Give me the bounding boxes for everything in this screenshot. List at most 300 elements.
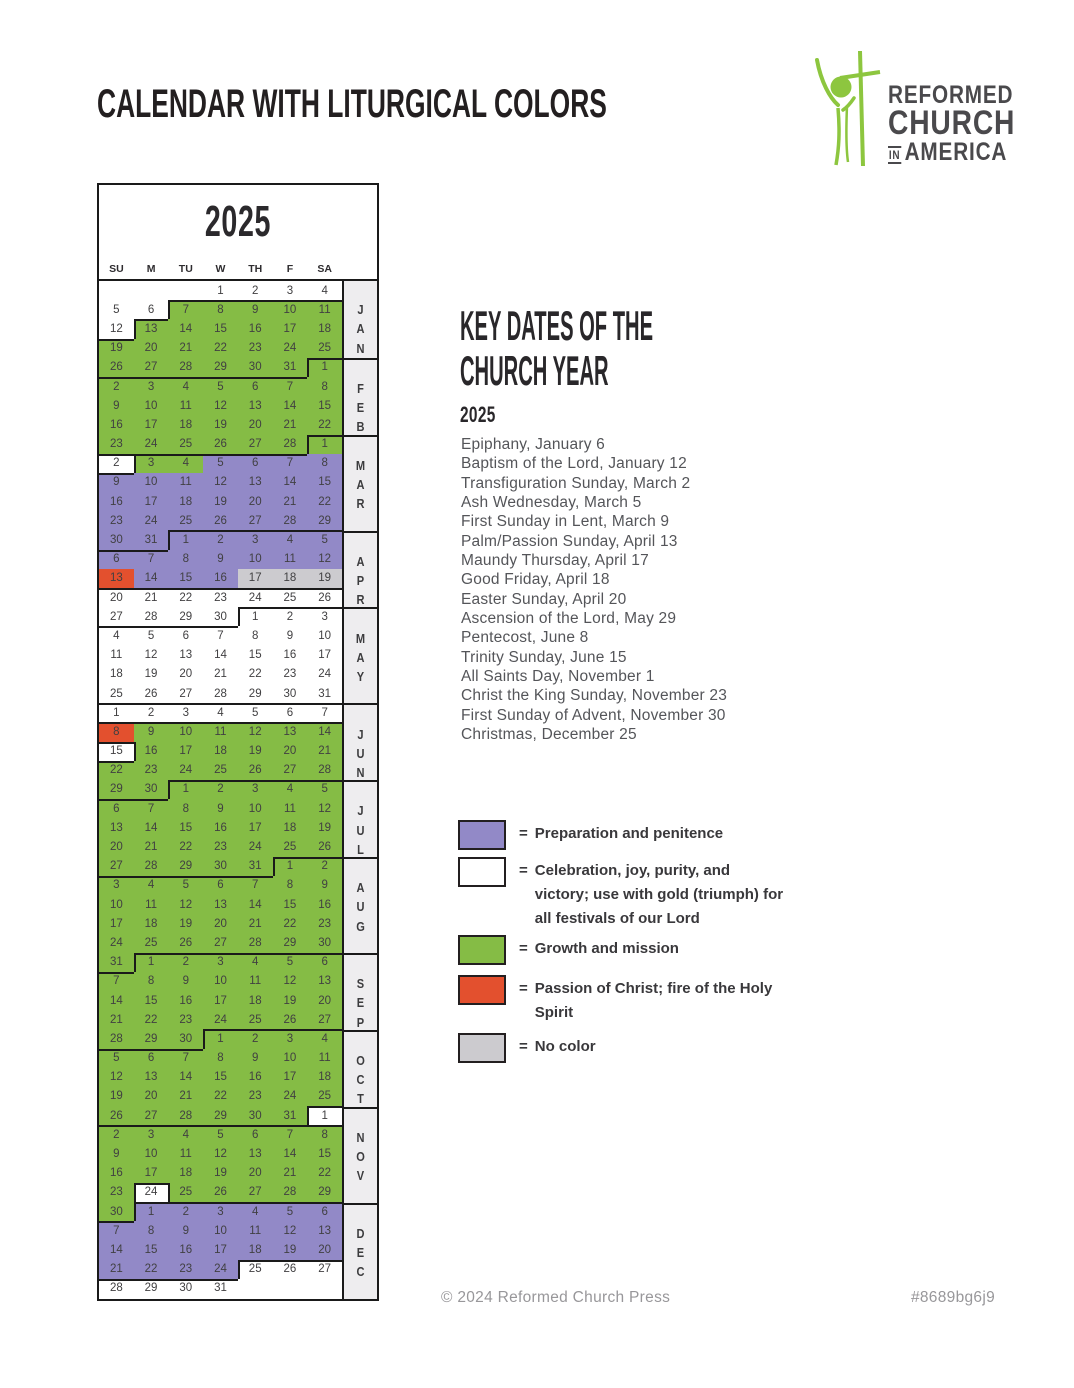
- month-strip: [342, 281, 377, 1299]
- equals-sign: =: [519, 1038, 528, 1055]
- day-cell: 9: [238, 1049, 273, 1068]
- day-cell: 3: [307, 607, 342, 626]
- month-boundary-line: [307, 435, 309, 454]
- month-label-letter: R: [356, 592, 365, 608]
- month-boundary-line: [168, 1183, 170, 1202]
- month-strip-section-feb: [344, 358, 377, 435]
- month-boundary-line: [99, 339, 134, 341]
- day-cell: 2: [307, 857, 342, 876]
- day-cell: 28: [273, 435, 308, 454]
- month-boundary-line: [134, 953, 136, 972]
- logo-line-in-america: [888, 139, 1015, 166]
- month-boundary-line: [238, 722, 273, 724]
- month-label-letter: E: [356, 995, 365, 1011]
- month-boundary-line: [238, 1029, 273, 1031]
- day-cell: 8: [307, 377, 342, 396]
- month-strip-section-sep: [344, 953, 377, 1030]
- day-cell: 13: [134, 1068, 169, 1087]
- day-cell: 2: [99, 377, 134, 396]
- day-cell: 19: [99, 1087, 134, 1106]
- day-header-sa: SA: [317, 263, 332, 275]
- day-cell: 8: [134, 1221, 169, 1240]
- day-cell: 23: [238, 1087, 273, 1106]
- day-cell: 10: [203, 1221, 238, 1240]
- month-boundary-line: [273, 953, 308, 955]
- day-cell: 6: [99, 550, 134, 569]
- month-boundary-line: [168, 1049, 203, 1051]
- month-boundary-line: [168, 876, 203, 878]
- day-cell: 5: [203, 454, 238, 473]
- month-boundary-line: [273, 588, 308, 590]
- key-dates-list: [461, 435, 727, 745]
- month-label-jun: [344, 725, 377, 783]
- day-cell: 30: [99, 1202, 134, 1221]
- month-boundary-line: [134, 1279, 169, 1281]
- month-label-letter: S: [356, 976, 365, 992]
- equals-sign: =: [519, 980, 528, 997]
- day-cell: 26: [203, 511, 238, 530]
- month-label-letter: A: [356, 321, 365, 337]
- day-cell: 24: [168, 761, 203, 780]
- day-cell: 9: [168, 1221, 203, 1240]
- day-cell: 26: [203, 1183, 238, 1202]
- day-cell: 30: [238, 358, 273, 377]
- month-strip-section-dec: [344, 1203, 377, 1299]
- day-cell: 25: [109, 687, 123, 700]
- month-boundary-line: [134, 1183, 169, 1185]
- day-cell: 3: [238, 530, 273, 549]
- day-cell: 22: [99, 761, 134, 780]
- day-cell: 14: [134, 818, 169, 837]
- day-cell: 26: [273, 1010, 308, 1029]
- legend-swatch-r: [458, 975, 506, 1005]
- day-cell: 22: [168, 837, 203, 856]
- month-boundary-line: [203, 953, 238, 955]
- day-cell: 27: [238, 511, 273, 530]
- day-cell: 31: [99, 953, 134, 972]
- month-boundary-line: [168, 300, 203, 302]
- day-cell: 2: [252, 284, 259, 297]
- day-cell: 13: [99, 569, 134, 588]
- month-boundary-line: [307, 1202, 342, 1204]
- legend-label: [519, 937, 785, 961]
- month-boundary-line: [168, 300, 170, 319]
- legend-text: Passion of Christ; fire of the Holy Spirit: [534, 980, 773, 1021]
- day-cell: 20: [238, 492, 273, 511]
- calendar-day-headers: [99, 259, 377, 281]
- month-boundary-line: [238, 1260, 240, 1279]
- day-cell: 12: [203, 396, 238, 415]
- day-cell: 28: [273, 1183, 308, 1202]
- day-cell: 29: [134, 1279, 169, 1298]
- day-cell: 18: [238, 1240, 273, 1259]
- day-cell: 3: [238, 780, 273, 799]
- day-cell: 11: [273, 799, 308, 818]
- day-cell: 12: [203, 1144, 238, 1163]
- day-cell: 29: [203, 1106, 238, 1125]
- day-cell: 8: [307, 454, 342, 473]
- day-cell: 19: [99, 339, 134, 358]
- day-cell: 28: [238, 933, 273, 952]
- day-cell: 9: [99, 473, 134, 492]
- day-cell: 18: [109, 668, 123, 681]
- month-label-letter: L: [357, 841, 364, 857]
- logo-line-church: CHURCH: [888, 104, 1016, 142]
- legend-text: Growth and mission: [534, 940, 679, 957]
- month-boundary-line: [168, 1202, 203, 1204]
- day-cell: 3: [203, 953, 238, 972]
- key-date-item: Maundy Thursday, April 17: [461, 552, 649, 570]
- legend-swatch-p: [458, 820, 506, 850]
- day-cell: 21: [273, 415, 308, 434]
- day-cell: 7: [307, 703, 342, 722]
- day-cell: 30: [203, 857, 238, 876]
- month-label-letter: A: [356, 553, 365, 569]
- day-cell: 16: [99, 1164, 134, 1183]
- key-dates-heading-line1: KEY DATES OF THE: [460, 302, 654, 349]
- month-boundary-line: [273, 780, 308, 782]
- day-cell: 5: [168, 876, 203, 895]
- month-boundary-line: [99, 742, 134, 744]
- day-cell: 23: [99, 435, 134, 454]
- day-cell: 27: [179, 687, 193, 700]
- day-cell: 2: [99, 454, 134, 473]
- day-cell: 24: [134, 1183, 169, 1202]
- key-date-item: Easter Sunday, April 20: [461, 590, 627, 608]
- month-boundary-line: [273, 1125, 308, 1127]
- day-cell: 4: [307, 1029, 342, 1048]
- day-cell: 9: [99, 396, 134, 415]
- month-strip-section-mar: [344, 435, 377, 531]
- key-date-item: Christmas, December 25: [461, 726, 637, 744]
- day-cell: 22: [168, 588, 203, 607]
- day-cell: 18: [273, 818, 308, 837]
- day-cell: 5: [307, 780, 342, 799]
- day-cell: 3: [168, 703, 203, 722]
- day-cell: 17: [134, 415, 169, 434]
- month-label-letter: C: [356, 1072, 365, 1088]
- day-cell: 23: [99, 1183, 134, 1202]
- day-cell: 15: [307, 396, 342, 415]
- calendar-year: 2025: [204, 197, 272, 246]
- rca-logo-text: [888, 83, 1041, 166]
- day-cell: 26: [273, 1260, 308, 1279]
- day-cell: 15: [307, 473, 342, 492]
- day-header-m: M: [146, 263, 156, 275]
- day-cell: 5: [238, 703, 273, 722]
- day-cell: 4: [168, 377, 203, 396]
- legend-label: [519, 822, 785, 846]
- day-cell: 3: [134, 454, 169, 473]
- day-cell: 27: [273, 761, 308, 780]
- day-cell: 25: [273, 588, 308, 607]
- day-cell: 14: [307, 722, 342, 741]
- day-cell: 20: [238, 1164, 273, 1183]
- day-cell: 4: [99, 626, 134, 645]
- month-boundary-line: [134, 626, 169, 628]
- day-cell: 25: [273, 837, 308, 856]
- month-boundary-line: [134, 550, 169, 552]
- day-cell: 25: [168, 511, 203, 530]
- month-boundary-line: [99, 799, 134, 801]
- month-label-letter: U: [356, 745, 365, 761]
- day-cell: 29: [248, 687, 262, 700]
- day-cell: 31: [318, 687, 332, 700]
- month-label-letter: J: [357, 803, 364, 819]
- month-boundary-line: [238, 588, 273, 590]
- day-cell: 11: [168, 396, 203, 415]
- legend-swatch-n: [458, 1033, 506, 1063]
- day-cell: 5: [307, 530, 342, 549]
- day-cell: 22: [248, 668, 262, 681]
- month-boundary-line: [203, 780, 238, 782]
- day-cell: 10: [134, 396, 169, 415]
- day-cell: 28: [144, 610, 158, 623]
- day-cell: 10: [318, 629, 332, 642]
- day-cell: 30: [99, 530, 134, 549]
- day-cell: 30: [283, 687, 297, 700]
- month-boundary-line: [168, 1279, 203, 1281]
- day-cell: 25: [168, 435, 203, 454]
- day-cell: 19: [203, 1164, 238, 1183]
- day-cell: 11: [134, 895, 169, 914]
- day-cell: 20: [238, 415, 273, 434]
- day-cell: 20: [134, 1087, 169, 1106]
- month-boundary-line: [273, 722, 308, 724]
- month-boundary-line: [238, 607, 240, 626]
- day-cell: 10: [134, 1144, 169, 1163]
- month-strip-section-jun: [344, 703, 377, 780]
- day-cell: 13: [99, 818, 134, 837]
- day-cell: 15: [168, 818, 203, 837]
- month-boundary-line: [203, 588, 238, 590]
- day-cell: 15: [134, 991, 169, 1010]
- month-label-letter: N: [356, 340, 365, 356]
- day-header-f: F: [286, 263, 294, 275]
- day-cell: 4: [273, 530, 308, 549]
- day-cell: 2: [203, 780, 238, 799]
- day-cell: 10: [99, 895, 134, 914]
- day-cell: 12: [109, 322, 123, 335]
- month-strip-section-apr: [344, 531, 377, 608]
- day-cell: 30: [134, 780, 169, 799]
- day-cell: 17: [273, 1068, 308, 1087]
- day-cell: 1: [168, 530, 203, 549]
- empty-cell: [134, 281, 169, 300]
- day-cell: 9: [307, 876, 342, 895]
- legend-item: [458, 857, 785, 931]
- day-cell: 4: [203, 703, 238, 722]
- day-cell: 9: [286, 629, 294, 642]
- day-cell: 11: [307, 300, 342, 319]
- month-boundary-line: [238, 300, 273, 302]
- day-cell: 29: [134, 1029, 169, 1048]
- logo-america-label: AMERICA: [904, 138, 1008, 166]
- month-boundary-line: [203, 377, 238, 379]
- day-cell: 6: [238, 454, 273, 473]
- day-cell: 26: [238, 761, 273, 780]
- month-label-mar: [344, 456, 377, 514]
- day-cell: 28: [214, 687, 227, 700]
- calendar-grid: [99, 281, 342, 1299]
- month-boundary-line: [307, 780, 342, 782]
- month-label-letter: U: [356, 899, 365, 915]
- month-boundary-line: [238, 377, 273, 379]
- day-cell: 14: [99, 1240, 134, 1259]
- month-strip-section-jul: [344, 780, 377, 857]
- day-cell: 29: [203, 358, 238, 377]
- day-cell: 26: [168, 933, 203, 952]
- legend-item: [458, 820, 785, 850]
- month-boundary-line: [203, 1202, 238, 1204]
- empty-cell: [99, 281, 134, 300]
- day-cell: 18: [238, 991, 273, 1010]
- day-cell: 20: [179, 668, 193, 681]
- day-cell: 18: [273, 569, 308, 588]
- month-boundary-line: [99, 473, 134, 475]
- day-cell: 16: [99, 415, 134, 434]
- month-boundary-line: [238, 530, 273, 532]
- month-boundary-line: [99, 626, 134, 628]
- month-boundary-line: [168, 780, 203, 782]
- legend-swatch-w: [458, 857, 506, 887]
- day-cell: 17: [273, 319, 308, 338]
- equals-sign: =: [519, 940, 528, 957]
- day-cell: 26: [144, 687, 158, 700]
- day-cell: 16: [283, 649, 297, 662]
- key-date-item: First Sunday in Lent, March 9: [461, 513, 670, 531]
- month-label-feb: [344, 379, 377, 437]
- month-strip-section-aug: [344, 857, 377, 953]
- day-cell: 29: [99, 780, 134, 799]
- equals-sign: =: [519, 862, 528, 879]
- day-header-su: SU: [109, 263, 124, 275]
- month-strip-section-nov: [344, 1107, 377, 1203]
- day-cell: 20: [307, 1240, 342, 1259]
- day-cell: 10: [273, 300, 308, 319]
- day-cell: 6: [307, 1202, 342, 1221]
- month-boundary-line: [99, 972, 134, 974]
- month-boundary-line: [238, 607, 273, 609]
- month-label-letter: E: [356, 1244, 365, 1260]
- month-boundary-line: [168, 588, 203, 590]
- legend-text: Celebration, joy, purity, and victory; use with gold (triumph) for all festivals of our Lord: [534, 862, 784, 927]
- day-cell: 9: [99, 1144, 134, 1163]
- day-cell: 5: [99, 1049, 134, 1068]
- day-cell: 14: [168, 319, 203, 338]
- day-cell: 16: [168, 1240, 203, 1259]
- page-title: CALENDAR WITH LITURGICAL COLORS: [97, 82, 607, 126]
- day-cell: 7: [238, 876, 273, 895]
- calendar-body: [99, 281, 377, 1299]
- rca-logo: [810, 48, 1041, 168]
- legend-item: [458, 975, 785, 1025]
- day-cell: 14: [273, 473, 308, 492]
- day-cell: 11: [110, 649, 123, 662]
- day-cell: 17: [134, 492, 169, 511]
- day-cell: 15: [134, 1240, 169, 1259]
- day-cell: 3: [134, 1125, 169, 1144]
- day-cell: 15: [273, 895, 308, 914]
- day-cell: 27: [134, 358, 169, 377]
- day-cell: 7: [99, 1221, 134, 1240]
- day-cell: 19: [168, 914, 203, 933]
- day-cell: 15: [203, 319, 238, 338]
- month-label-may: [344, 629, 377, 687]
- day-cell: 31: [273, 358, 308, 377]
- key-date-item: Good Friday, April 18: [461, 571, 610, 589]
- day-cell: 4: [168, 1125, 203, 1144]
- day-cell: 26: [307, 837, 342, 856]
- day-cell: 12: [238, 722, 273, 741]
- key-date-item: Baptism of the Lord, January 12: [461, 455, 687, 473]
- day-cell: 7: [168, 300, 203, 319]
- month-boundary-line: [238, 703, 273, 705]
- day-cell: 19: [273, 1240, 308, 1259]
- day-cell: 24: [273, 339, 308, 358]
- day-cell: 27: [307, 1260, 342, 1279]
- day-cell: 7: [203, 626, 238, 645]
- day-cell: 14: [238, 895, 273, 914]
- month-boundary-line: [307, 358, 309, 377]
- day-cell: 16: [99, 492, 134, 511]
- day-cell: 6: [307, 953, 342, 972]
- day-cell: 23: [134, 761, 169, 780]
- day-cell: 17: [134, 1164, 169, 1183]
- day-cell: 7: [134, 799, 169, 818]
- month-label-letter: F: [357, 380, 364, 396]
- day-cell: 27: [238, 435, 273, 454]
- month-boundary-line: [134, 1183, 136, 1202]
- day-cell: 14: [214, 649, 227, 662]
- day-cell: 20: [203, 914, 238, 933]
- day-cell: 15: [168, 569, 203, 588]
- day-cell: 8: [203, 1049, 238, 1068]
- day-cell: 8: [273, 876, 308, 895]
- day-cell: 22: [273, 914, 308, 933]
- day-cell: 30: [168, 1029, 203, 1048]
- day-cell: 12: [203, 473, 238, 492]
- month-label-letter: Y: [356, 668, 365, 684]
- day-cell: 18: [307, 1068, 342, 1087]
- month-boundary-line: [273, 1029, 308, 1031]
- month-label-jan: [344, 300, 377, 358]
- month-boundary-line: [134, 454, 169, 456]
- month-boundary-line: [168, 722, 203, 724]
- month-boundary-line: [134, 799, 169, 801]
- month-label-sep: [344, 974, 377, 1032]
- day-cell: 5: [273, 953, 308, 972]
- day-cell: 21: [99, 1010, 134, 1029]
- footer-copyright: © 2024 Reformed Church Press: [441, 1289, 671, 1306]
- day-cell: 27: [109, 610, 123, 623]
- day-cell: 24: [203, 1010, 238, 1029]
- day-cell: 9: [134, 722, 169, 741]
- day-cell: 27: [307, 1010, 342, 1029]
- day-cell: 21: [214, 668, 227, 681]
- day-cell: 23: [168, 1010, 203, 1029]
- day-cell: 24: [203, 1260, 238, 1279]
- day-cell: 17: [238, 569, 273, 588]
- day-cell: 24: [273, 1087, 308, 1106]
- month-boundary-line: [203, 626, 238, 628]
- day-cell: 1: [273, 857, 308, 876]
- month-boundary-line: [307, 530, 342, 532]
- day-cell: 19: [307, 569, 342, 588]
- key-dates-year: 2025: [460, 402, 496, 427]
- day-cell: 21: [238, 914, 273, 933]
- day-cell: 29: [307, 511, 342, 530]
